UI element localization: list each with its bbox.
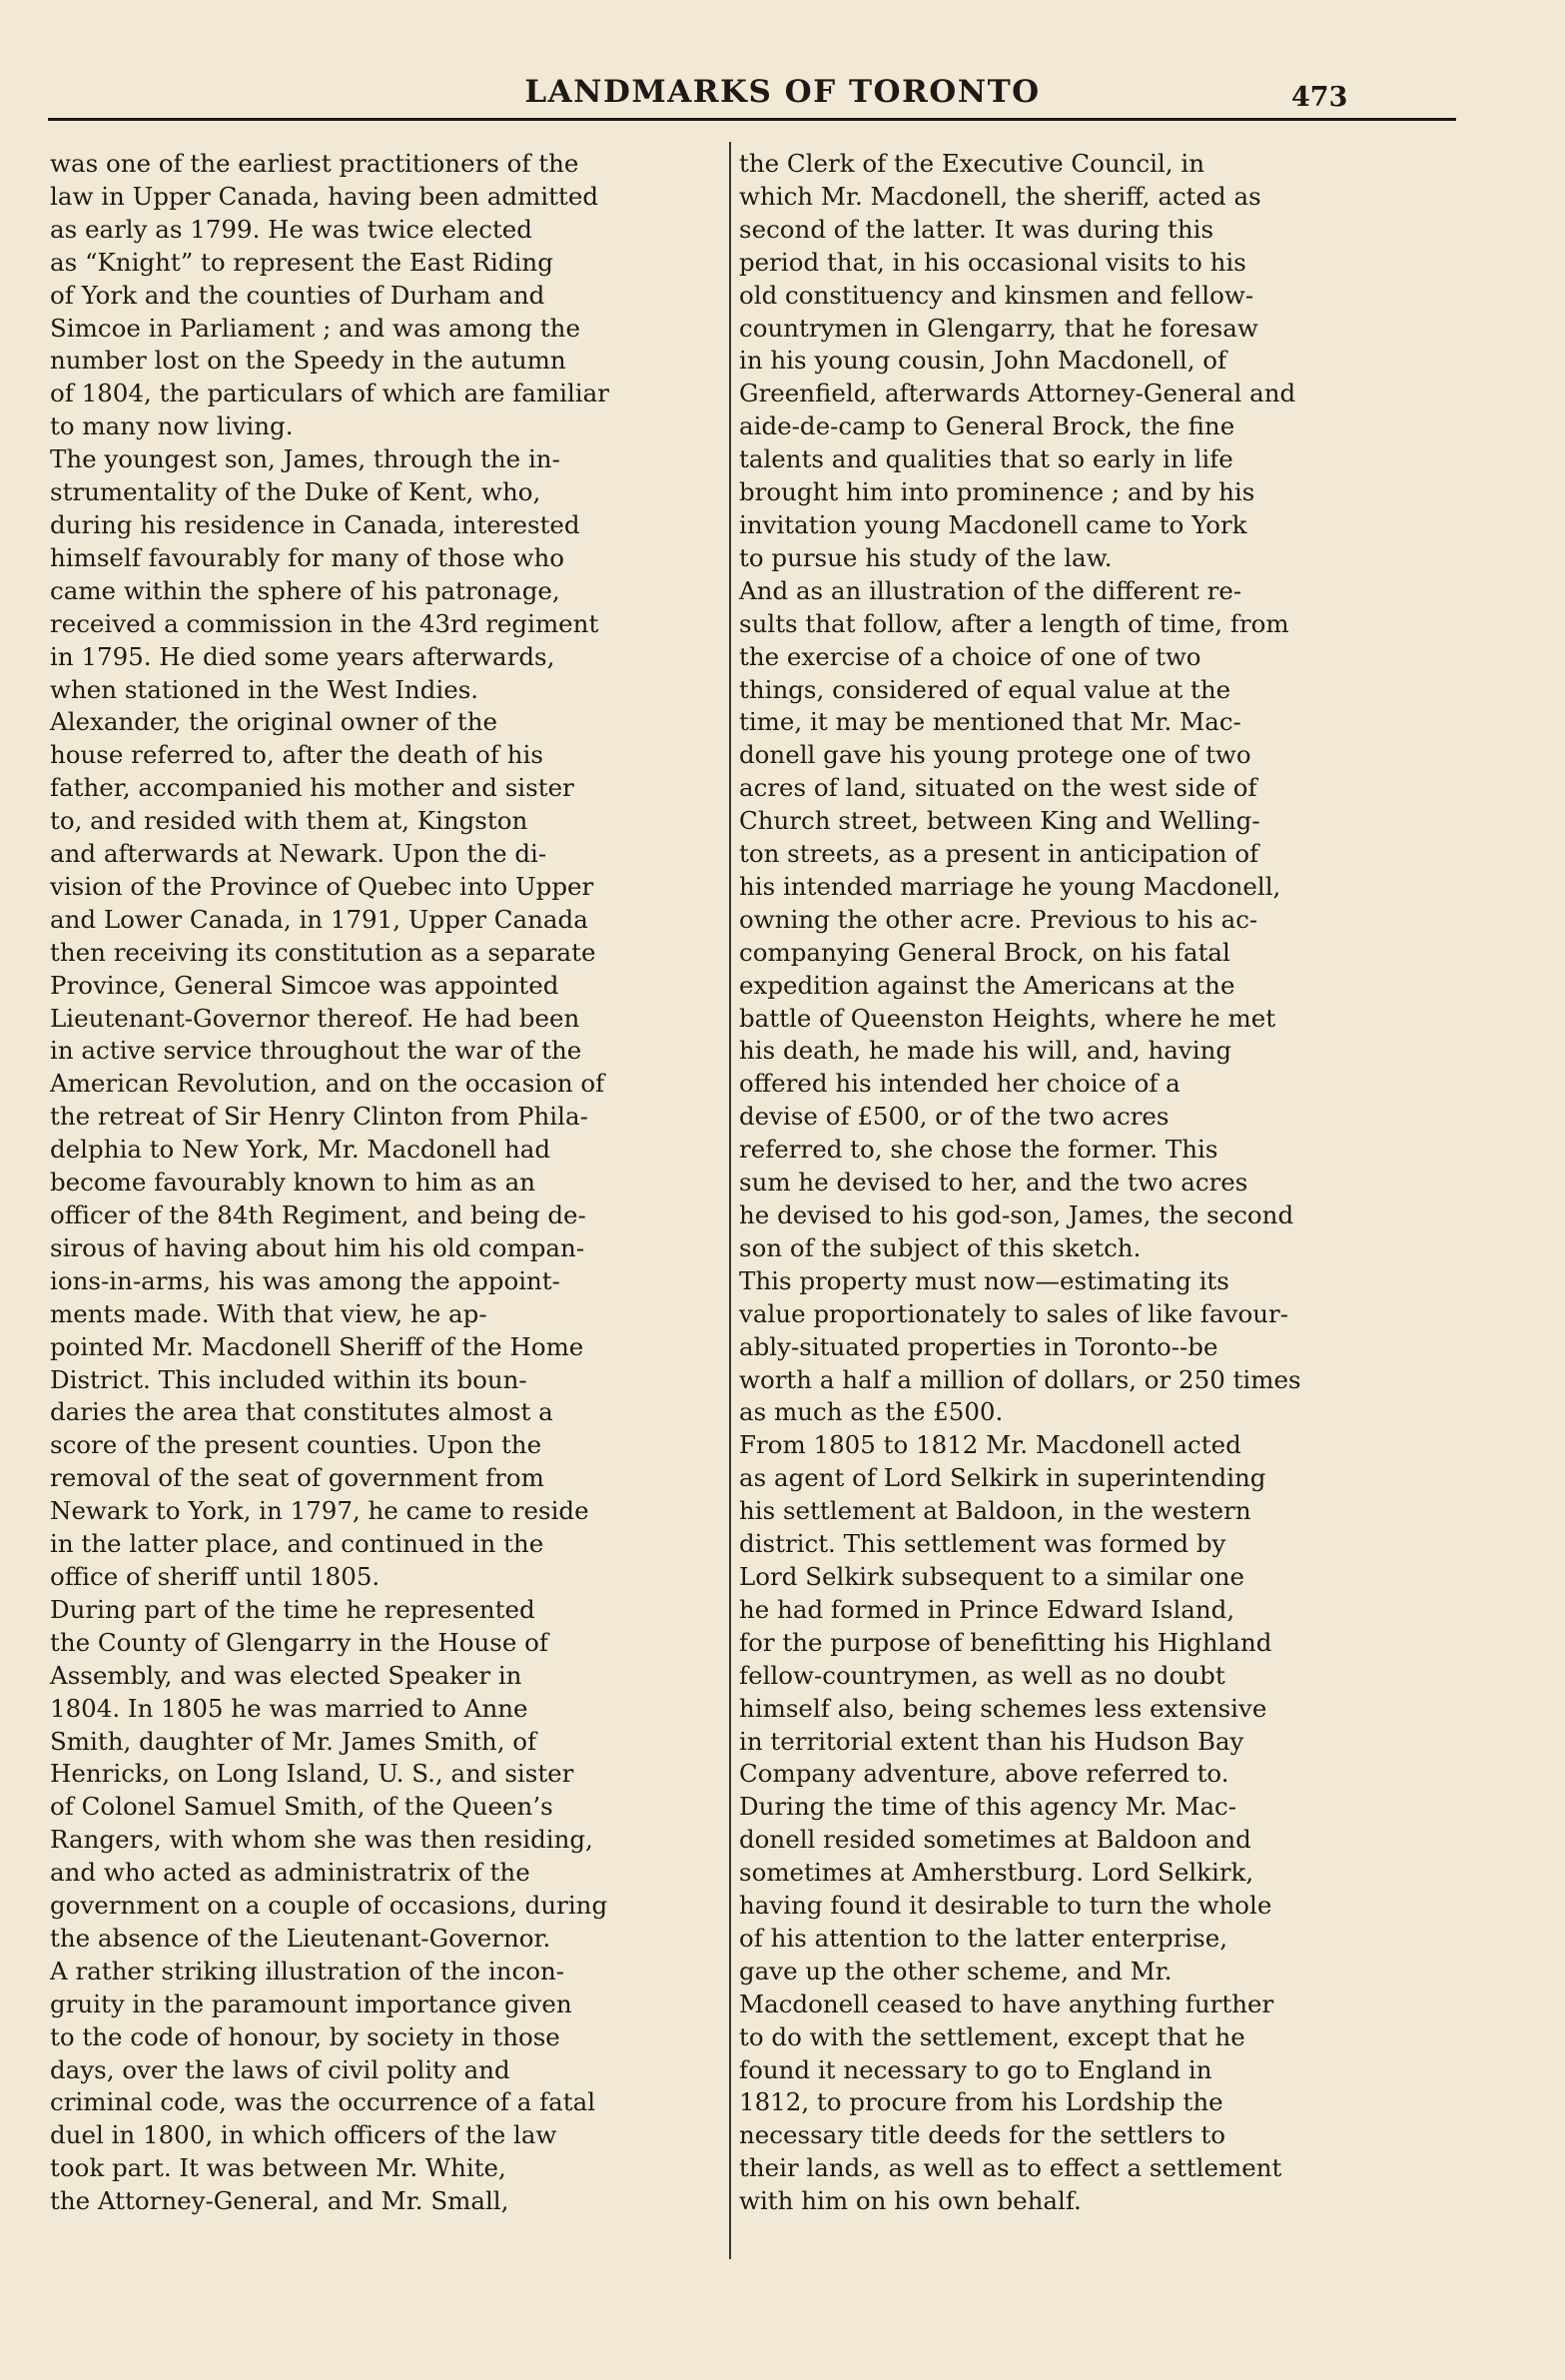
text-line: sometimes at Amherstburg. Lord Selkirk, [739,1858,1254,1888]
text-line: second of the latter. It was during this [739,214,1214,244]
text-line: for the purpose of benefitting his Highland [739,1627,1272,1657]
text-line: During part of the time he represented [50,1594,535,1624]
text-line: referred to, she chose the former. This [739,1135,1218,1165]
text-line: Lord Selkirk subsequent to a similar one [739,1561,1245,1591]
text-line: sirous of having about him his old compan- [50,1232,585,1262]
text-line: offered his intended her choice of a [739,1069,1180,1099]
text-line: the Clerk of the Executive Council, in [739,149,1205,178]
text-line: to the code of honour, by society in those [50,2021,560,2051]
text-line: delphia to New York, Mr. Macdonell had [50,1135,551,1165]
text-line: father, accompanied his mother and sister [50,773,574,803]
text-line: things, considered of equal value at the [739,674,1231,704]
text-line: District. This included within its boun- [50,1364,527,1394]
text-line: Macdonell ceased to have anything further [739,1988,1274,2018]
text-line: to many now living. [50,411,294,441]
text-line: the Attorney-General, and Mr. Small, [50,2186,509,2216]
text-line: as much as the £500. [739,1397,1004,1427]
text-line: of 1804, the particulars of which are familiar [50,379,609,408]
text-line: strumentality of the Duke of Kent, who, [50,477,541,507]
text-line: in his young cousin, John Macdonell, of [739,346,1227,376]
text-line: of York and the counties of Durham and [50,280,545,310]
text-line: From 1805 to 1812 Mr. Macdonell acted [739,1430,1241,1460]
text-line: expedition against the Americans at the [739,970,1235,1000]
text-line: ments made. With that view, he ap- [50,1298,487,1328]
text-line: to do with the settlement, except that he [739,2021,1245,2051]
text-line: when stationed in the West Indies. [50,674,479,704]
text-line: American Revolution, and on the occasion of [50,1069,605,1099]
text-line: district. This settlement was formed by [739,1529,1226,1559]
text-line: of his attention to the latter enterprise, [739,1923,1228,1953]
text-line: in the latter place, and continued in the [50,1529,544,1559]
text-line: Henricks, on Long Island, U. S., and sister [50,1759,574,1789]
text-line: daries the area that constitutes almost a [50,1397,553,1427]
text-line: to pursue his study of the law. [739,542,1113,572]
text-line: in 1795. He died some years afterwards, [50,641,555,671]
text-line: ably-situated properties in Toronto--be [739,1331,1218,1361]
text-line: received a commission in the 43rd regiment [50,608,599,638]
text-line: himself favourably for many of those who [50,542,565,572]
text-line: become favourably known to him as an [50,1168,535,1197]
text-line: having found it desirable to turn the whole [739,1891,1272,1921]
text-line: law in Upper Canada, having been admitted [50,181,599,211]
text-line: Simcoe in Parliament ; and was among the [50,313,580,343]
text-line: his death, he made his will, and, having [739,1036,1232,1066]
text-line: And as an illustration of the different re- [739,575,1242,605]
text-line: number lost on the Speedy in the autumn [50,346,566,376]
running-title: LANDMARKS OF TORONTO [524,74,1041,110]
text-line: and Lower Canada, in 1791, Upper Canada [50,904,588,934]
text-line: donell resided sometimes at Baldoon and [739,1825,1251,1855]
text-line: pointed Mr. Macdonell Sheriff of the Home [50,1331,584,1361]
text-line: Newark to York, in 1797, he came to reside [50,1496,589,1526]
text-line: the exercise of a choice of one of two [739,641,1201,671]
right-column [739,148,1398,2218]
left-column [50,148,709,2218]
text-line: found it necessary to go to England in [739,2054,1212,2084]
text-line: to, and resided with them at, Kingston [50,806,528,836]
text-line: and afterwards at Newark. Upon the di- [50,839,547,869]
text-line: of Colonel Samuel Smith, of the Queen’s [50,1792,553,1822]
text-line: necessary title deeds for the settlers to [739,2120,1225,2150]
text-line: during his residence in Canada, interested [50,509,580,539]
text-line: fellow-countrymen, as well as no doubt [739,1660,1225,1690]
text-line: aide-de-camp to General Brock, the fine [739,411,1235,441]
header-rule [48,118,1456,121]
text-line: Company adventure, above referred to. [739,1759,1229,1789]
text-line: countrymen in Glengarry, that he foresaw [739,313,1258,343]
text-line: owning the other acre. Previous to his ac- [739,904,1258,934]
page-number: 473 [1291,82,1348,113]
text-line: their lands, as well as to effect a settlement [739,2153,1282,2183]
text-line: donell gave his young protege one of two [739,740,1251,770]
text-line: as “Knight” to represent the East Riding [50,247,553,277]
text-line: ions-in-arms, his was among the appoint- [50,1265,560,1295]
text-line: battle of Queenston Heights, where he met [739,1003,1276,1033]
text-line: house referred to, after the death of his [50,740,543,770]
text-line: period that, in his occasional visits to his [739,247,1246,277]
text-line: which Mr. Macdonell, the sheriff, acted as [739,181,1261,211]
text-line: ton streets, as a present in anticipation of [739,839,1259,869]
text-line: in active service throughout the war of the [50,1036,582,1066]
text-line: old constituency and kinsmen and fellow- [739,280,1254,310]
text-line: criminal code, was the occurrence of a fatal [50,2087,596,2117]
text-line: score of the present counties. Upon the [50,1430,542,1460]
text-line: in territorial extent than his Hudson Bay [739,1726,1244,1756]
text-line: Lieutenant-Governor thereof. He had been [50,1003,580,1033]
text-line: vision of the Province of Quebec into Upper [50,871,594,901]
text-line: devise of £500, or of the two acres [739,1102,1170,1132]
column-divider [729,142,731,2259]
text-line: invitation young Macdonell came to York [739,509,1247,539]
text-line: This property must now—estimating its [739,1265,1229,1295]
text-line: and who acted as administratrix of the [50,1858,530,1888]
text-line: talents and qualities that so early in life [739,444,1233,474]
text-line: as agent of Lord Selkirk in superintending [739,1463,1266,1493]
text-line: gave up the other scheme, and Mr. [739,1956,1173,1985]
text-line: sults that follow, after a length of time, from [739,608,1289,638]
text-line: During the time of this agency Mr. Mac- [739,1792,1237,1822]
text-line: Assembly, and was elected Speaker in [50,1660,522,1690]
text-line: 1804. In 1805 he was married to Anne [50,1693,528,1723]
text-line: value proportionately to sales of like favour- [739,1298,1288,1328]
text-line: Rangers, with whom she was then residing, [50,1825,593,1855]
text-line: took part. It was between Mr. White, [50,2153,506,2183]
text-line: companying General Brock, on his fatal [739,937,1230,967]
text-line: his intended marriage he young Macdonell, [739,871,1281,901]
text-line: office of sheriff until 1805. [50,1561,381,1591]
text-line: came within the sphere of his patronage, [50,575,560,605]
text-line: removal of the seat of government from [50,1463,544,1493]
text-line: son of the subject of this sketch. [739,1232,1142,1262]
text-line: was one of the earliest practitioners of the [50,149,579,178]
text-line: acres of land, situated on the west side of [739,773,1257,803]
text-line: the retreat of Sir Henry Clinton from Phila- [50,1102,588,1132]
text-line: duel in 1800, in which officers of the law [50,2120,557,2150]
text-line: days, over the laws of civil polity and [50,2054,510,2084]
text-line: he had formed in Prince Edward Island, [739,1594,1235,1624]
text-line: as early as 1799. He was twice elected [50,214,532,244]
text-line: officer of the 84th Regiment, and being de- [50,1200,586,1229]
text-line: Province, General Simcoe was appointed [50,970,559,1000]
text-line: brought him into prominence ; and by his [739,477,1255,507]
text-line: Greenfield, afterwards Attorney-General and [739,379,1296,408]
text-line: Smith, daughter of Mr. James Smith, of [50,1726,537,1756]
text-line: gruity in the paramount importance given [50,1988,572,2018]
text-line: The youngest son, James, through the in- [50,444,560,474]
text-line: Church street, between King and Welling- [739,806,1260,836]
text-line: he devised to his god-son, James, the second [739,1200,1294,1229]
text-line: sum he devised to her, and the two acres [739,1168,1248,1197]
text-line: government on a couple of occasions, during [50,1891,608,1921]
text-line: himself also, being schemes less extensive [739,1693,1267,1723]
text-line: A rather striking illustration of the incon- [50,1956,565,1985]
text-line: the County of Glengarry in the House of [50,1627,548,1657]
text-line: then receiving its constitution as a separate [50,937,596,967]
text-line: 1812, to procure from his Lordship the [739,2087,1223,2117]
text-line: the absence of the Lieutenant-Governor. [50,1923,551,1953]
text-line: time, it may be mentioned that Mr. Mac- [739,707,1241,737]
text-line: with him on his own behalf. [739,2186,1082,2216]
text-line: Alexander, the original owner of the [50,707,497,737]
text-line: worth a half a million of dollars, or 250 times [739,1364,1301,1394]
text-line: his settlement at Baldoon, in the western [739,1496,1251,1526]
